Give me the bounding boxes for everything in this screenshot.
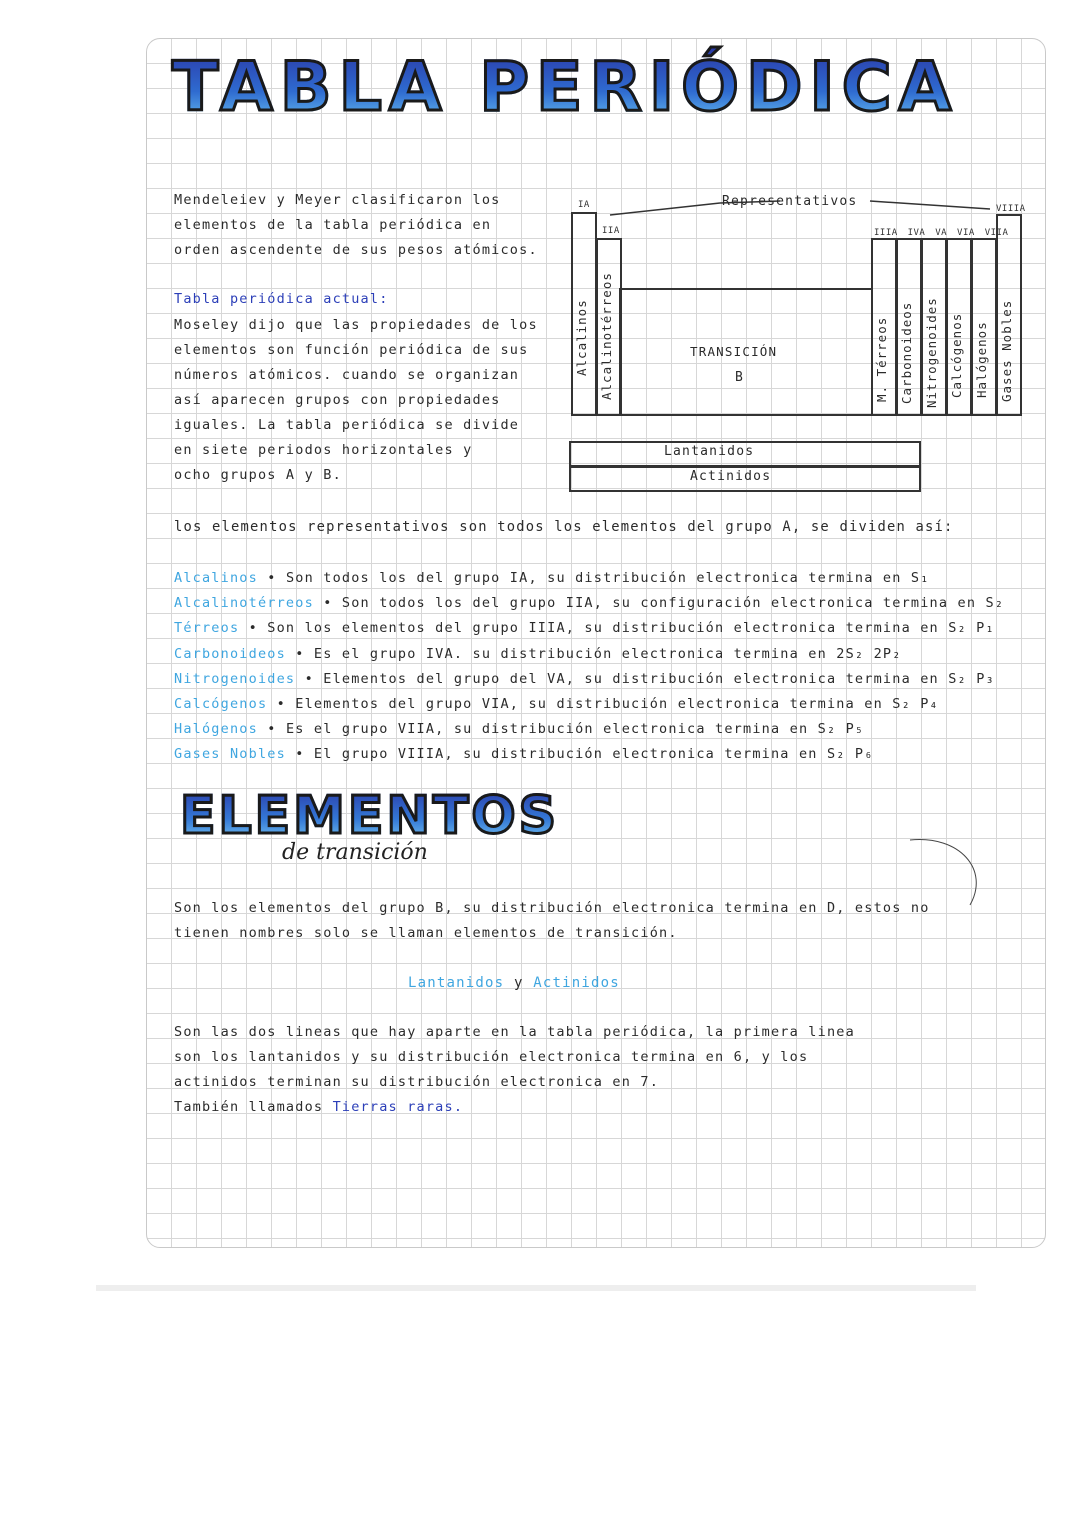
group-name: Térreos	[174, 620, 240, 636]
carbonoideos-label: Carbonoideos	[899, 301, 914, 404]
transicion-line: Son los elementos del grupo B, su distribución electronica termina en D, estos no	[174, 900, 930, 916]
transicion-b-label: B	[735, 370, 745, 385]
page-edge-shadow	[96, 1285, 976, 1291]
alcalinoterreos-label: Alcalinotérreos	[599, 272, 614, 400]
group-name: Alcalinotérreos	[174, 595, 314, 611]
tierras-raras-line	[174, 1099, 463, 1115]
nitrogenoides-label: Nitrogenoides	[924, 297, 939, 408]
group-viiia-label: VIIIA	[996, 204, 1026, 214]
elementos-title: ELEMENTOS	[180, 786, 560, 846]
lantanidos-heading-a: Lantanidos	[408, 975, 505, 991]
intro-line: orden ascendente de sus pesos atómicos.	[174, 242, 538, 258]
group-ia-label: IA	[578, 200, 590, 210]
group-row: Carbonoideos • Es el grupo IVA. su distribución electronica termina en 2S₂ 2P₂	[174, 646, 902, 662]
actual-line: así aparecen grupos con propiedades	[174, 392, 501, 408]
halogenos-label: Halógenos	[974, 321, 989, 398]
page-title: TABLA PERIÓDICA	[172, 48, 959, 127]
intro-line: elementos de la tabla periódica en	[174, 217, 492, 233]
group-row: Halógenos • Es el grupo VIIA, su distribución electronica termina en S₂ P₅	[174, 721, 865, 737]
terreos-label: M. Térreos	[874, 316, 889, 402]
group-text: Son los elementos del grupo IIIA, su distribución electronica termina en S₂ P₁	[267, 620, 995, 636]
lantanidos-line: Son las dos lineas que hay aparte en la tabla periódica, la primera linea	[174, 1024, 855, 1040]
actual-line: números atómicos. cuando se organizan	[174, 367, 520, 383]
group-headers-label: IIIA IVA VA VIA VIIA	[874, 228, 1009, 238]
calcogenos-label: Calcógenos	[949, 312, 964, 398]
group-row: Térreos • Son los elementos del grupo IIIA, su distribución electronica termina en S₂ P₁	[174, 620, 995, 636]
group-text: El grupo VIIIA, su distribución electronica termina en S₂ P₆	[313, 746, 874, 762]
group-name: Calcógenos	[174, 696, 268, 712]
lantanidos-line: son los lantanidos y su distribución electronica termina en 6, y los	[174, 1049, 809, 1065]
transicion-label: TRANSICIÓN	[690, 344, 778, 359]
elementos-subtitle: de transición	[282, 840, 428, 865]
group-row: Nitrogenoides • Elementos del grupo del VA, su distribución electronica termina en S₂ P₃	[174, 671, 995, 687]
group-name: Gases Nobles	[174, 746, 286, 762]
group-text: Es el grupo VIIA, su distribución electronica termina en S₂ P₅	[285, 721, 865, 737]
tierras-raras-term: Tierras raras.	[332, 1099, 464, 1115]
gases-nobles-label: Gases Nobles	[999, 299, 1014, 402]
actual-line: elementos son función periódica de sus	[174, 342, 529, 358]
group-name: Carbonoideos	[174, 646, 286, 662]
group-text: Es el grupo IVA. su distribución electronica termina en 2S₂ 2P₂	[313, 646, 902, 662]
group-iia-label: IIA	[602, 226, 620, 236]
lantanidos-heading	[408, 975, 620, 991]
actual-line: en siete periodos horizontales y	[174, 442, 473, 458]
actual-line: Moseley dijo que las propiedades de los	[174, 317, 538, 333]
actual-line: ocho grupos A y B.	[174, 467, 342, 483]
tierras-raras-prefix: También llamados	[174, 1099, 324, 1115]
lantanidos-heading-b: Actinidos	[533, 975, 620, 991]
alcalinos-label: Alcalinos	[574, 299, 589, 376]
group-text: Elementos del grupo VIA, su distribución electronica termina en S₂ P₄	[295, 696, 939, 712]
group-text: Son todos los del grupo IIA, su configuración electronica termina en S₂	[341, 595, 1005, 611]
group-name: Nitrogenoides	[174, 671, 296, 687]
group-text: Elementos del grupo del VA, su distribución electronica termina en S₂ P₃	[323, 671, 995, 687]
actual-line: iguales. La tabla periódica se divide	[174, 417, 520, 433]
lantanidos-label: Lantanidos	[664, 444, 755, 459]
actinidos-label: Actinidos	[690, 469, 772, 484]
group-name: Alcalinos	[174, 570, 258, 586]
lantanidos-line: actinidos terminan su distribución electronica en 7.	[174, 1074, 660, 1090]
group-row: Alcalinos • Son todos los del grupo IA, su distribución electronica termina en S₁	[174, 570, 930, 586]
group-row: Gases Nobles • El grupo VIIIA, su distribución electronica termina en S₂ P₆	[174, 746, 874, 762]
actual-heading: Tabla periódica actual:	[174, 291, 389, 307]
intro-line: Mendeleiev y Meyer clasificaron los	[174, 192, 501, 208]
group-name: Halógenos	[174, 721, 258, 737]
transicion-line: tienen nombres solo se llaman elementos de transición.	[174, 925, 678, 941]
representativos-label: Representativos	[722, 194, 858, 209]
group-row: Calcógenos • Elementos del grupo VIA, su distribución electronica termina en S₂ P₄	[174, 696, 939, 712]
group-text: Son todos los del grupo IA, su distribución electronica termina en S₁	[285, 570, 930, 586]
representativos-intro: los elementos representativos son todos los elementos del grupo A, se dividen así:	[174, 519, 954, 535]
lantanidos-heading-y: y	[513, 975, 524, 991]
group-row: Alcalinotérreos • Son todos los del grupo IIA, su configuración electronica termina en S₂	[174, 595, 1005, 611]
